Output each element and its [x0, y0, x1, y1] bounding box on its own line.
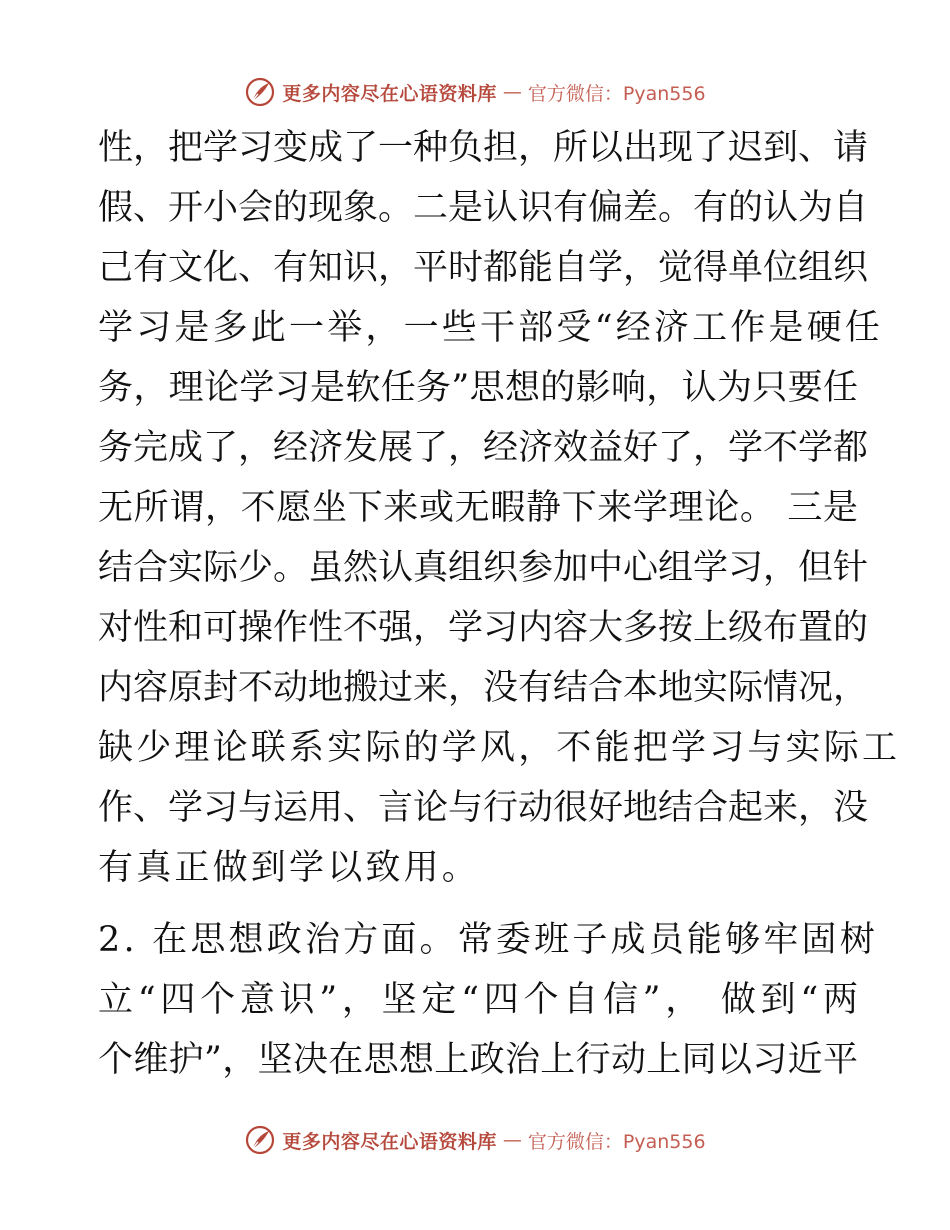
- paragraph-spacer: [98, 898, 858, 910]
- text-line: 个维护”，坚决在思想上政治上行动上同以习近平: [98, 1040, 858, 1080]
- text-line: 对性和可操作性不强，学习内容大多按上级布置的: [98, 608, 869, 648]
- watermark-sub-text: 官方微信：Pyan556: [527, 1130, 706, 1153]
- text-line: 作、学习与运用、言论与行动很好地结合起来，没: [98, 788, 869, 828]
- text-line: 假、开小会的现象。二是认识有偏差。有的认为自: [98, 188, 869, 228]
- text-line: 务，理论学习是软任务”思想的影响，认为只要任: [98, 368, 858, 408]
- quill-pen-icon: [244, 76, 276, 108]
- text-line: 内容原封不动地搬过来，没有结合本地实际情况，: [98, 668, 869, 708]
- paragraph: [98, 118, 901, 898]
- text-line: 无所谓，不愿坐下来或无暇静下来学理论。 三是: [98, 488, 858, 528]
- footer-watermark: [0, 1120, 950, 1160]
- text-line: 结合实际少。虽然认真组织参加中心组学习，但针: [98, 548, 869, 588]
- document-body: [98, 118, 901, 1090]
- text-line: 己有文化、有知识，平时都能自学，觉得单位组织: [98, 248, 869, 288]
- text-line: 2. 在思想政治方面。常委班子成员能够牢固树: [98, 920, 878, 960]
- text-line: 学习是多此一举，一些干部受“经济工作是硬任: [98, 308, 884, 348]
- watermark-main-text: 更多内容尽在心语资料库: [282, 82, 497, 105]
- quill-pen-icon: [244, 1124, 276, 1156]
- watermark-separator: —: [502, 81, 522, 103]
- text-line: 立“四个意识”，坚定“四个自信”， 做到“两: [98, 980, 858, 1020]
- paragraph: [98, 910, 878, 1090]
- text-line: 有真正做到学以致用。: [98, 848, 481, 888]
- header-watermark: [0, 72, 950, 112]
- text-line: 缺少理论联系实际的学风，不能把学习与实际工: [98, 728, 901, 768]
- text-line: 务完成了，经济发展了，经济效益好了，学不学都: [98, 428, 869, 468]
- watermark-sub-text: 官方微信：Pyan556: [527, 82, 706, 105]
- watermark-main-text: 更多内容尽在心语资料库: [282, 1130, 497, 1153]
- text-line: 性，把学习变成了一种负担，所以出现了迟到、请: [98, 128, 869, 168]
- watermark-separator: —: [502, 1129, 522, 1151]
